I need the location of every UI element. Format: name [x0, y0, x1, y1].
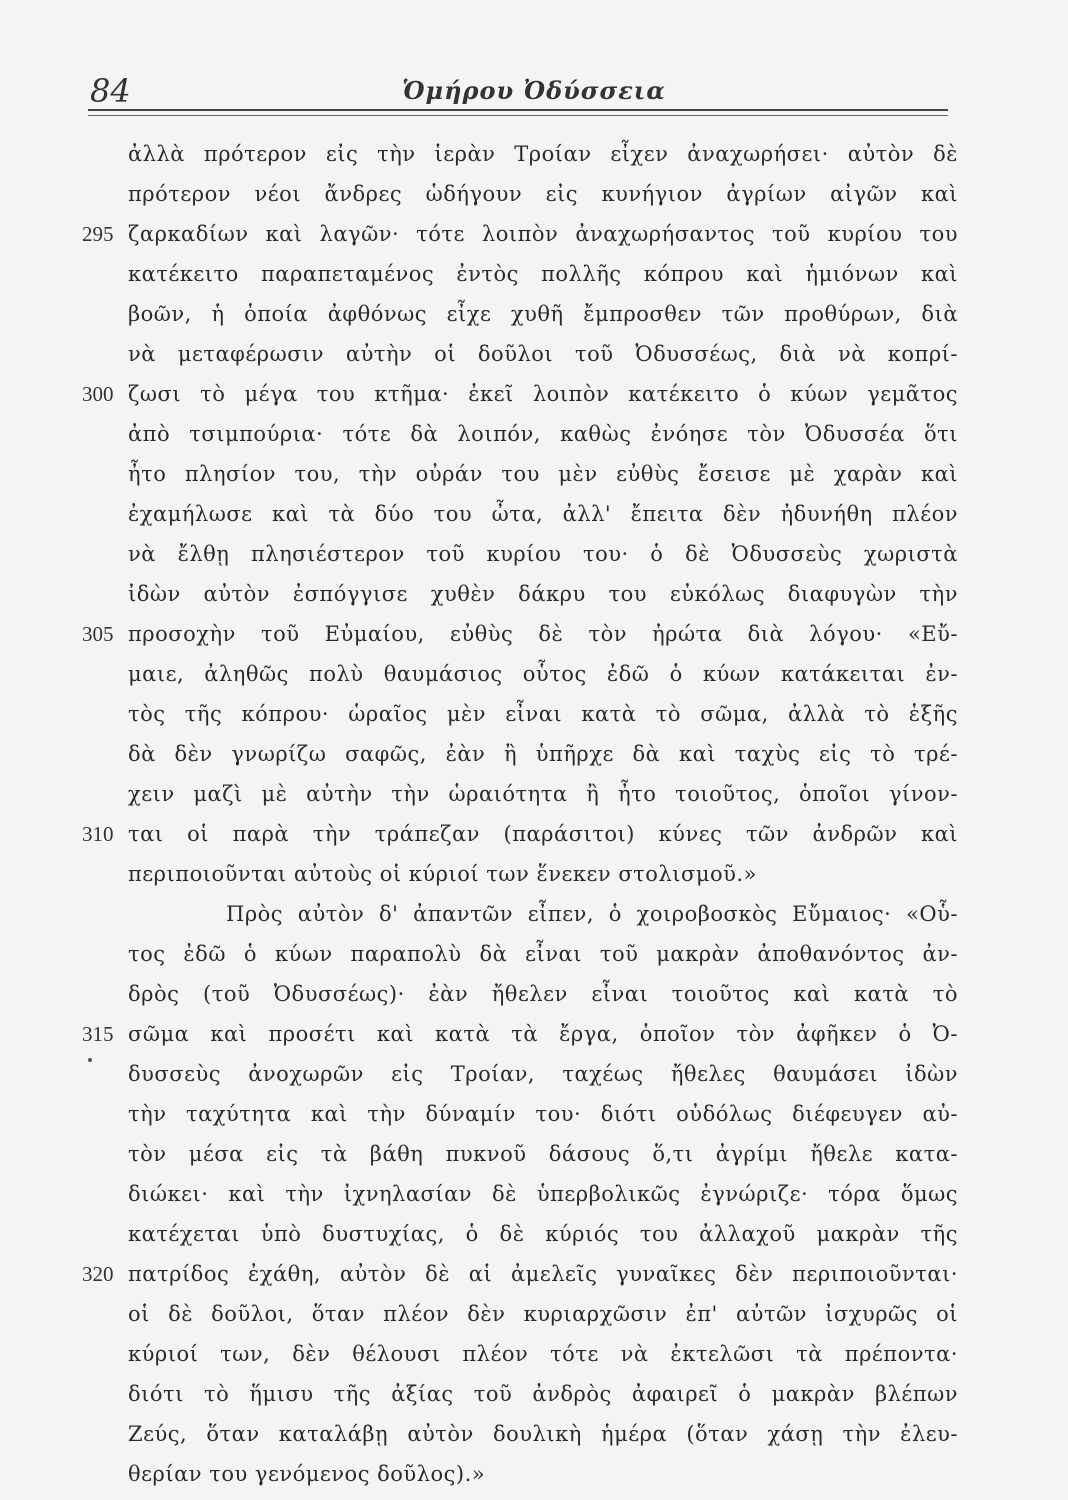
- text-line: τος ἐδῶ ὁ κύων παραπολὺ δὰ εἶναι τοῦ μακρὰν ἀποθανόντος ἀν-: [128, 942, 958, 966]
- text-line: νὰ μεταφέρωσιν αὐτὴν οἱ δοῦλοι τοῦ Ὀδυσσέως, διὰ νὰ κοπρί-: [128, 342, 958, 366]
- text-line: δυσσεὺς ἀνοχωρῶν εἰς Τροίαν, ταχέως ἤθελες θαυμάσει ἰδὼν: [128, 1062, 958, 1086]
- text-line: δὰ δὲν γνωρίζω σαφῶς, ἐὰν ἢ ὑπῆρχε δὰ καὶ ταχὺς εἰς τὸ τρέ-: [128, 742, 958, 766]
- line-number-315: 315: [82, 1022, 114, 1046]
- text-line: διώκει· καὶ τὴν ἰχνηλασίαν δὲ ὑπερβολικῶς ἐγνώριζε· τόρα ὅμως: [128, 1182, 958, 1206]
- text-line: προσοχὴν τοῦ Εὐμαίου, εὐθὺς δὲ τὸν ἠρώτα διὰ λόγου· «Εὔ-: [128, 622, 958, 646]
- text-line: ἐχαμήλωσε καὶ τὰ δύο του ὦτα, ἀλλ' ἔπειτα δὲν ἠδυνήθη πλέον: [128, 502, 958, 526]
- text-line: κατέκειτο παραπεταμένος ἐντὸς πολλῆς κόπρου καὶ ἡμιόνων καὶ: [128, 262, 958, 286]
- text-line: χειν μαζὶ μὲ αὐτὴν τὴν ὡραιότητα ἢ ἦτο τοιοῦτος, ὁποῖοι γίνον-: [128, 782, 958, 806]
- header-rule-thin: [88, 115, 948, 116]
- text-line: διότι τὸ ἥμισυ τῆς ἀξίας τοῦ ἀνδρὸς ἀφαιρεῖ ὁ μακρὰν βλέπων: [128, 1382, 958, 1406]
- text-line: ζωσι τὸ μέγα του κτῆμα· ἐκεῖ λοιπὸν κατέκειτο ὁ κύων γεμᾶτος: [128, 382, 958, 406]
- ink-blot: [88, 1058, 92, 1062]
- line-number-295: 295: [82, 222, 114, 246]
- header-rule-thick: [88, 109, 948, 111]
- text-line: κύριοί των, δὲν θέλουσι πλέον τότε νὰ ἐκτελῶσι τὰ πρέποντα·: [128, 1342, 958, 1366]
- text-line: τὸς τῆς κόπρου· ὡραῖος μὲν εἶναι κατὰ τὸ σῶμα, ἀλλὰ τὸ ἑξῆς: [128, 702, 958, 726]
- text-line: πρότερον νέοι ἄνδρες ὡδήγουν εἰς κυνήγιον ἀγρίων αἰγῶν καὶ: [128, 182, 958, 206]
- line-number-310: 310: [82, 822, 114, 846]
- text-line: βοῶν, ἡ ὁποία ἀφθόνως εἶχε χυθῆ ἔμπροσθεν τῶν προθύρων, διὰ: [128, 302, 958, 326]
- text-line: μαιε, ἀληθῶς πολὺ θαυμάσιος οὗτος ἐδῶ ὁ κύων κατάκειται ἐν-: [128, 662, 958, 686]
- text-line: τὴν ταχύτητα καὶ τὴν δύναμίν του· διότι οὐδόλως διέφευγεν αὐ-: [128, 1102, 958, 1126]
- page-number: 84: [90, 72, 131, 110]
- line-number-320: 320: [82, 1262, 114, 1286]
- line-number-305: 305: [82, 622, 114, 646]
- text-line: Ζεύς, ὅταν καταλάβῃ αὐτὸν δουλικὴ ἡμέρα (ὅταν χάσῃ τὴν ἐλευ-: [128, 1422, 958, 1446]
- text-line: ἦτο πλησίον του, τὴν οὐράν του μὲν εὐθὺς ἔσεισε μὲ χαρὰν καὶ: [128, 462, 958, 486]
- text-line: ἀλλὰ πρότερον εἰς τὴν ἱερὰν Τροίαν εἶχεν ἀναχωρήσει· αὐτὸν δὲ: [128, 142, 958, 166]
- text-line: ζαρκαδίων καὶ λαγῶν· τότε λοιπὸν ἀναχωρήσαντος τοῦ κυρίου του: [128, 222, 958, 246]
- running-title: Ὁμήρου Ὀδύσσεια: [402, 76, 666, 105]
- text-line: ἰδὼν αὐτὸν ἐσπόγγισε χυθὲν δάκρυ του εὐκόλως διαφυγὼν τὴν: [128, 582, 958, 606]
- text-line: οἱ δὲ δοῦλοι, ὅταν πλέον δὲν κυριαρχῶσιν ἐπ' αὐτῶν ἰσχυρῶς οἱ: [128, 1302, 958, 1326]
- text-line: περιποιοῦνται αὐτοὺς οἱ κύριοί των ἕνεκεν στολισμοῦ.»: [128, 862, 757, 886]
- text-line: θερίαν του γενόμενος δοῦλος).»: [128, 1462, 486, 1486]
- line-number-300: 300: [82, 382, 114, 406]
- text-line: Πρὸς αὐτὸν δ' ἀπαντῶν εἶπεν, ὁ χοιροβοσκὸς Εὔμαιος· «Οὗ-: [226, 902, 958, 926]
- text-line: σῶμα καὶ προσέτι καὶ κατὰ τὰ ἔργα, ὁποῖον τὸν ἀφῆκεν ὁ Ὀ-: [128, 1022, 958, 1046]
- text-line: ἀπὸ τσιμπούρια· τότε δὰ λοιπόν, καθὼς ἐνόησε τὸν Ὀδυσσέα ὅτι: [128, 422, 958, 446]
- text-line: τὸν μέσα εἰς τὰ βάθη πυκνοῦ δάσους ὅ,τι ἀγρίμι ἤθελε κατα-: [128, 1142, 958, 1166]
- text-line: πατρίδος ἐχάθη, αὐτὸν δὲ αἱ ἀμελεῖς γυναῖκες δὲν περιποιοῦνται·: [128, 1262, 958, 1286]
- text-line: δρὸς (τοῦ Ὀδυσσέως)· ἐὰν ἤθελεν εἶναι τοιοῦτος καὶ κατὰ τὸ: [128, 982, 958, 1006]
- text-line: κατέχεται ὑπὸ δυστυχίας, ὁ δὲ κύριός του ἀλλαχοῦ μακρὰν τῆς: [128, 1222, 958, 1246]
- text-line: νὰ ἔλθῃ πλησιέστερον τοῦ κυρίου του· ὁ δὲ Ὀδυσσεὺς χωριστὰ: [128, 542, 958, 566]
- text-line: ται οἱ παρὰ τὴν τράπεζαν (παράσιτοι) κύνες τῶν ἀνδρῶν καὶ: [128, 822, 958, 846]
